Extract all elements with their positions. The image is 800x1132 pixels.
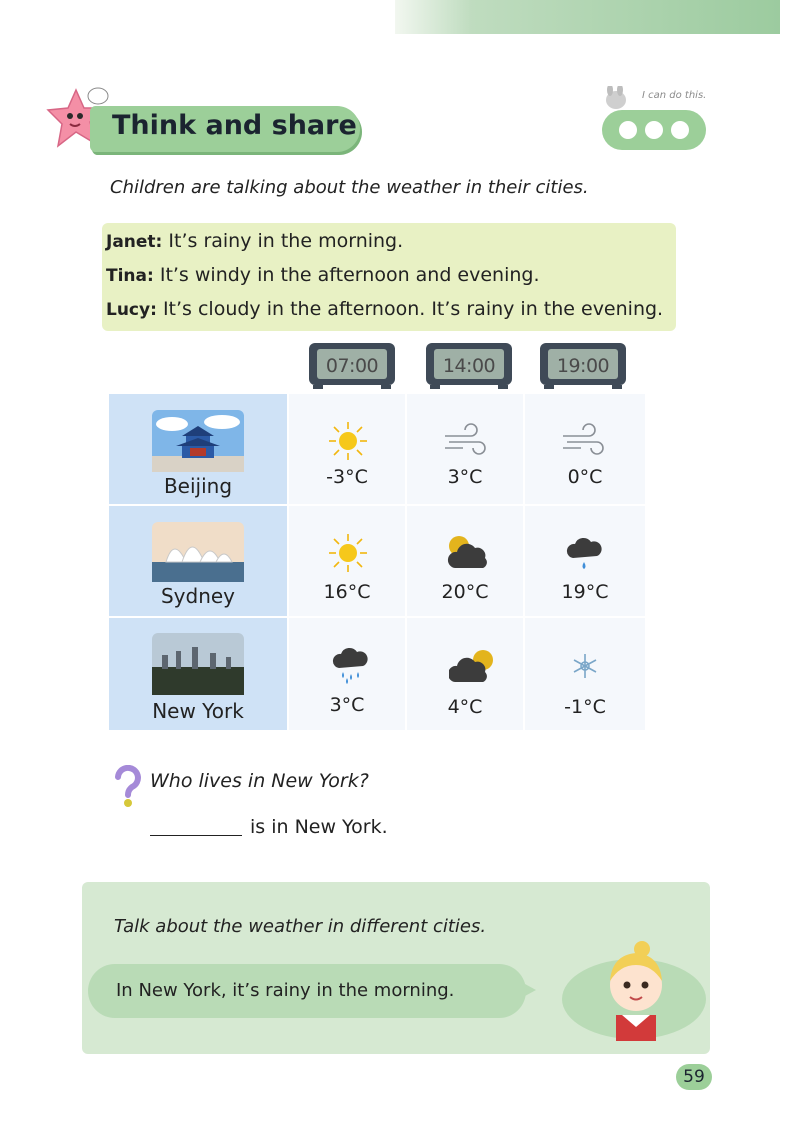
speaker-text: It’s rainy in the morning.: [168, 230, 404, 252]
city-name: Sydney: [160, 584, 236, 608]
temperature: 3°C: [447, 466, 483, 488]
cloud-sun-icon: [445, 534, 491, 572]
can-do-badge-label: I can do this.: [642, 90, 707, 101]
temperature: 3°C: [329, 694, 365, 716]
wind-icon: [561, 422, 605, 458]
temperature: -1°C: [564, 696, 606, 718]
cloud-sun-icon: [449, 648, 495, 686]
dialogue-line: [106, 264, 540, 286]
sun-icon: [327, 532, 369, 574]
girl-avatar: [556, 935, 706, 1041]
question-mark-icon: [114, 765, 142, 809]
speaker-name: Janet:: [106, 232, 163, 252]
temperature: 20°C: [441, 581, 489, 603]
speech-bubble-tail: [514, 978, 536, 1002]
speaker-name: Lucy:: [106, 300, 157, 320]
temperature: -3°C: [326, 466, 368, 488]
intro-text: Children are talking about the weather in their cities.: [110, 177, 589, 198]
weather-table: [109, 394, 645, 730]
answer-blank[interactable]: [150, 835, 242, 836]
snowflake-icon: [571, 652, 599, 680]
rain-cloud-icon: [331, 646, 369, 686]
dialogue-line: [106, 230, 403, 252]
wind-icon: [443, 422, 487, 458]
page-number: 59: [683, 1067, 705, 1087]
speaker-name: Tina:: [106, 266, 154, 286]
temperature: 0°C: [567, 466, 603, 488]
talk-instruction: Talk about the weather in different cities.: [114, 916, 487, 937]
temperature: 4°C: [447, 696, 483, 718]
clock-time: 07:00: [325, 355, 379, 377]
sun-icon: [327, 420, 369, 462]
speaker-text: It’s cloudy in the afternoon. It’s rainy in the evening.: [162, 298, 664, 320]
speaker-text: It’s windy in the afternoon and evening.: [159, 264, 540, 286]
clock-time: 14:00: [442, 355, 496, 377]
city-name: Beijing: [163, 474, 233, 498]
city-name: New York: [152, 699, 244, 723]
top-decorative-strip: [395, 0, 780, 34]
question-text: Who lives in New York?: [150, 770, 369, 792]
opera-house-photo: [152, 522, 244, 582]
temperature: 19°C: [561, 581, 609, 603]
temperature: 16°C: [323, 581, 371, 603]
example-sentence: In New York, it’s rainy in the morning.: [116, 980, 455, 1001]
clock-time: 19:00: [556, 355, 610, 377]
new-york-skyline-photo: [152, 633, 244, 695]
rain-cloud-icon: [565, 536, 603, 572]
answer-text: is in New York.: [250, 816, 388, 838]
dialogue-line: [106, 298, 663, 320]
temple-of-heaven-photo: [152, 410, 244, 472]
section-title: Think and share: [112, 110, 357, 141]
